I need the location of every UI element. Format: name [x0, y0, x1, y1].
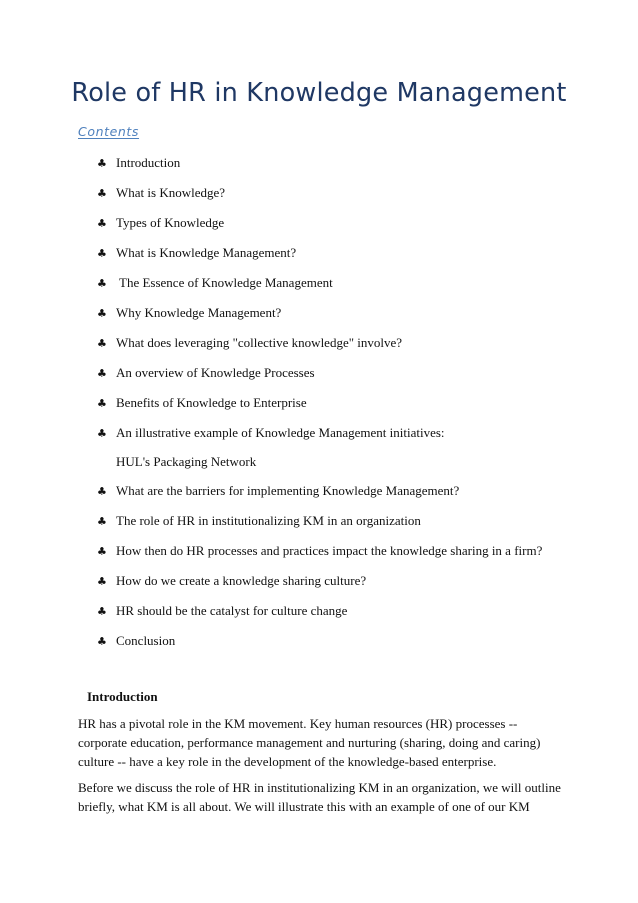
toc-item [97, 425, 445, 442]
toc-item [97, 335, 402, 352]
toc-item [97, 305, 281, 322]
toc-item-label: Why Knowledge Management? [116, 305, 282, 320]
club-bullet-icon: ♣ [97, 397, 107, 410]
contents-heading: Contents [78, 124, 140, 139]
toc-item [97, 483, 459, 500]
club-bullet-icon: ♣ [97, 247, 107, 260]
toc-item [97, 543, 542, 560]
toc-item-continuation: HUL's Packaging Network [116, 454, 257, 469]
toc-item [97, 365, 315, 382]
club-bullet-icon: ♣ [97, 277, 107, 290]
club-bullet-icon: ♣ [97, 545, 107, 558]
paragraph [78, 778, 568, 816]
club-bullet-icon: ♣ [97, 367, 107, 380]
club-bullet-icon: ♣ [97, 307, 107, 320]
paragraph [78, 714, 568, 771]
toc-item-label: Types of Knowledge [116, 215, 225, 230]
toc-item-label: How then do HR processes and practices impact the knowledge sharing in a firm? [116, 543, 543, 558]
toc-item [97, 395, 307, 412]
paragraph-line: corporate education, performance management and nurturing (sharing, doing and caring) [78, 735, 541, 750]
toc-item [97, 603, 347, 620]
toc-item-label: What are the barriers for implementing Knowledge Management? [116, 483, 460, 498]
toc-item-label: An overview of Knowledge Processes [116, 365, 315, 380]
toc-item-label: The role of HR in institutionalizing KM in an organization [116, 513, 421, 528]
club-bullet-icon: ♣ [97, 635, 107, 648]
toc-item [97, 155, 180, 172]
toc-item-label: An illustrative example of Knowledge Management initiatives: [116, 425, 445, 440]
paragraph-line: Before we discuss the role of HR in institutionalizing KM in an organization, we will outline [78, 780, 561, 795]
toc-item [97, 573, 366, 590]
club-bullet-icon: ♣ [97, 187, 107, 200]
club-bullet-icon: ♣ [97, 157, 107, 170]
toc-item [97, 185, 225, 202]
club-bullet-icon: ♣ [97, 605, 107, 618]
toc-item [97, 633, 175, 650]
toc-item-label: The Essence of Knowledge Management [116, 275, 333, 290]
club-bullet-icon: ♣ [97, 485, 107, 498]
toc-item-label: How do we create a knowledge sharing culture? [116, 573, 367, 588]
toc-item-label: Benefits of Knowledge to Enterprise [116, 395, 307, 410]
paragraph-line: briefly, what KM is all about. We will illustrate this with an example of one of our KM [78, 799, 530, 814]
toc-item [97, 245, 296, 262]
toc-item-label: What is Knowledge Management? [116, 245, 297, 260]
toc-item-label: What is Knowledge? [116, 185, 226, 200]
toc-item-label: Introduction [116, 155, 181, 170]
toc-item-label: What does leveraging "collective knowledge" involve? [116, 335, 403, 350]
toc-item [97, 215, 224, 232]
toc-item-label: HR should be the catalyst for culture change [116, 603, 348, 618]
club-bullet-icon: ♣ [97, 515, 107, 528]
club-bullet-icon: ♣ [97, 337, 107, 350]
toc-item-label: Conclusion [116, 633, 176, 648]
document-title: Role of HR in Knowledge Management [71, 78, 567, 108]
toc-item [97, 275, 333, 292]
toc-item [97, 513, 421, 530]
club-bullet-icon: ♣ [97, 427, 107, 440]
paragraph-line: HR has a pivotal role in the KM movement. Key human resources (HR) processes -- [78, 716, 518, 731]
paragraph-line: culture -- have a key role in the development of the knowledge-based enterprise. [78, 754, 497, 769]
section-heading-introduction: Introduction [87, 689, 158, 704]
club-bullet-icon: ♣ [97, 217, 107, 230]
club-bullet-icon: ♣ [97, 575, 107, 588]
